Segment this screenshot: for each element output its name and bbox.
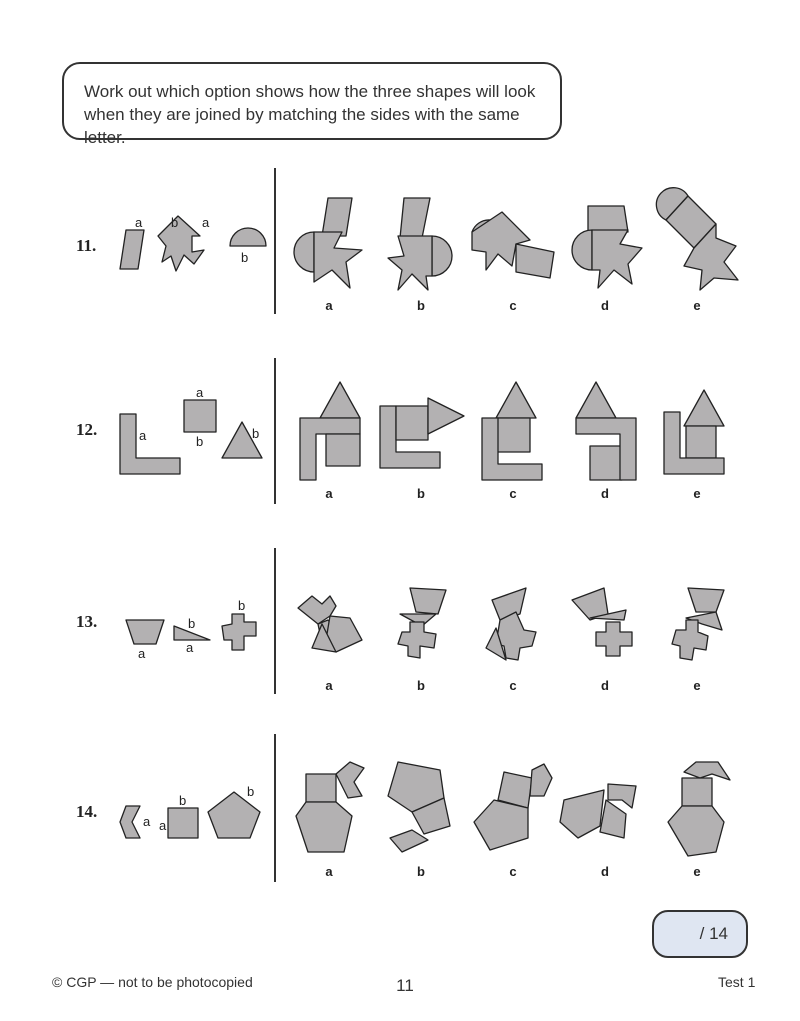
question-14-shapes [120,784,260,838]
question-11-option-a [294,198,362,288]
question-11-option-b [388,198,452,290]
question-13-shapes [126,598,256,661]
score-text: / 14 [699,924,728,943]
q12-option-label: e [693,486,701,501]
question-14-option-a [296,762,364,852]
question-14-option-c [474,764,552,850]
q11-option-label: b [417,298,425,313]
question-number-12: 12. [76,420,98,439]
q13-shape-label: a [138,646,146,661]
question-number-14: 14. [76,802,98,821]
q12-shape-label: b [196,434,204,449]
question-14-option-b [388,762,450,852]
question-13-option-d [572,588,632,656]
q13-option-label: a [325,678,333,693]
q13-option-label: e [693,678,701,693]
q13-shape-label: a [186,640,194,655]
question-13-option-c [486,588,536,660]
question-12-option-d [576,382,636,480]
question-11-option-e [656,188,738,290]
score-box [652,910,748,958]
q12-shape-label: a [139,428,147,443]
q14-shape-label: a [143,814,151,829]
q13-option-label: d [601,678,609,693]
q11-option-label: a [325,298,333,313]
q11-shape-label: b [171,215,179,230]
q12-shape-label: b [252,426,260,441]
q11-option-label: c [509,298,517,313]
q11-option-label: d [601,298,609,313]
q13-option-label: b [417,678,425,693]
q13-shape-label: b [188,616,196,631]
question-12-shapes [120,385,262,474]
q12-option-label: a [325,486,333,501]
q11-shape-label: a [135,215,143,230]
question-number-13: 13. [76,612,98,631]
q14-shape-label: b [179,793,187,808]
q14-option-label: b [417,864,425,879]
q12-shape-label: a [196,385,204,400]
q13-option-label: c [509,678,517,693]
q11-option-label: e [693,298,701,313]
question-13-option-a [298,596,362,652]
question-13-option-e [672,588,724,660]
question-14-option-d [560,784,636,838]
q14-shape-label: b [247,784,255,799]
question-11-option-d [572,206,642,288]
q11-shape-label: b [241,250,249,265]
q12-option-label: c [509,486,517,501]
q14-option-label: e [693,864,701,879]
question-11-option-c [472,212,554,278]
q11-shape-label: a [202,215,210,230]
q14-option-label: d [601,864,609,879]
question-12-option-e [664,390,724,474]
instruction-text: Work out which option shows how the three shapes will look when they are joined by matching the sides with the same letter. [84,82,536,147]
question-12-option-c [482,382,542,480]
q12-option-label: b [417,486,425,501]
question-14-option-e [668,762,730,856]
question-13-option-b [398,588,446,658]
question-11-shapes [120,215,266,271]
q14-option-label: a [325,864,333,879]
question-number-11: 11. [76,236,97,255]
question-12-option-b [380,398,464,468]
page-number: 11 [396,976,414,995]
test-label: Test 1 [718,974,756,990]
q12-option-label: d [601,486,609,501]
q14-option-label: c [509,864,517,879]
q14-shape-label: a [159,818,167,833]
copyright-notice: © CGP — not to be photocopied [52,974,253,990]
question-12-option-a [300,382,360,480]
q13-shape-label: b [238,598,246,613]
